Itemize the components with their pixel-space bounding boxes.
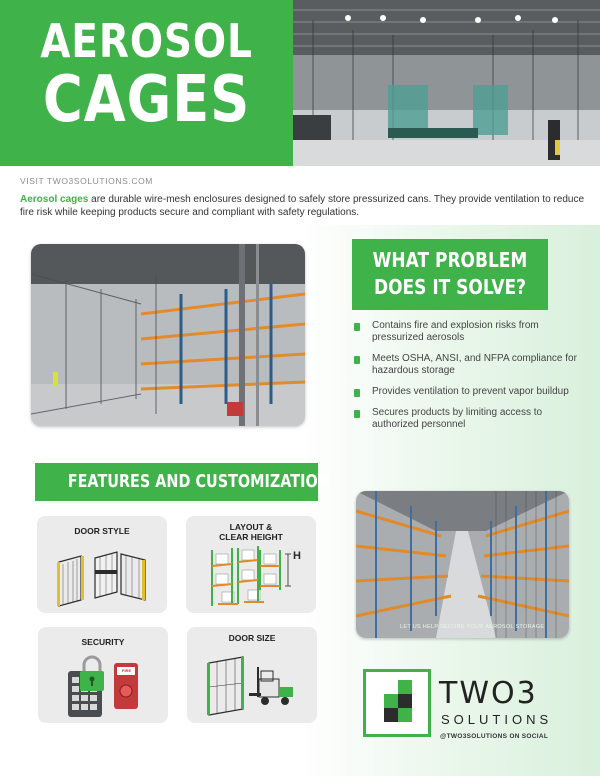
list-item [352, 407, 582, 431]
card-title [186, 522, 316, 542]
problem-list [352, 320, 582, 440]
intro-text: are durable wire-mesh enclosures designed to safely store pressurized cans. They provide ventilation to reduce fire risk while keeping products secure and compliant with safety regulations. [20, 194, 585, 218]
card-title: DOOR STYLE [74, 526, 130, 536]
bullet-icon [354, 356, 360, 364]
card-title-line-2: CLEAR HEIGHT [219, 532, 283, 542]
list-item [352, 320, 582, 344]
title-line-2: CAGES [42, 63, 251, 137]
card-security [38, 627, 168, 723]
features-heading [35, 463, 330, 501]
card-title: SECURITY [81, 637, 125, 647]
list-item-text: Meets OSHA, ANSI, and NFPA compliance for hazardous storage [372, 353, 577, 376]
website-link[interactable]: VISIT TWO3SOLUTIONS.COM [20, 176, 153, 186]
warehouse-hero-photo [293, 0, 600, 166]
intro-paragraph [20, 193, 586, 219]
height-mark: H [293, 550, 301, 562]
list-item [352, 386, 582, 398]
lock-keypad-icon [64, 655, 146, 719]
title-line-1: AEROSOL [40, 14, 253, 68]
card-door-size [187, 627, 317, 723]
list-item-text: Provides ventilation to prevent vapor buildup [372, 386, 569, 397]
intro-highlight: Aerosol cages [20, 194, 89, 205]
card-title: DOOR SIZE [228, 633, 276, 643]
forklift-door-icon [205, 653, 301, 717]
logo-mark [363, 669, 431, 737]
list-item-text: Contains fire and explosion risks from pressurized aerosols [372, 320, 539, 343]
bullet-icon [354, 323, 360, 331]
sliding-door-icon [55, 544, 151, 608]
problem-heading-line-1: WHAT PROBLEM [372, 248, 528, 272]
cage-interior-photo [31, 244, 305, 426]
rack-layout-icon [208, 546, 298, 608]
card-layout-height [186, 516, 316, 613]
page-title [0, 14, 293, 137]
bullet-icon [354, 410, 360, 418]
logo-blocks-icon [366, 672, 428, 734]
card-title-line-1: LAYOUT & [229, 522, 273, 532]
hero-banner [0, 0, 293, 166]
brand-sub: SOLUTIONS [441, 712, 553, 727]
problem-heading-line-2: DOES IT SOLVE? [373, 275, 526, 299]
list-item-text: Secures products by limiting access to authorized personnel [372, 407, 543, 430]
bullet-icon [354, 389, 360, 397]
problem-heading [352, 239, 548, 310]
social-handle[interactable]: @TWO3SOLUTIONS ON SOCIAL [440, 733, 549, 740]
features-heading-text: FEATURES AND CUSTOMIZATION [67, 471, 330, 492]
brand-name: TWO3 [439, 676, 538, 711]
card-door-style [37, 516, 167, 613]
aisle-caption: LET US HELP SECURE YOUR AEROSOL STORAGE [400, 624, 545, 630]
fire-alarm-label: FIRE [122, 668, 132, 673]
aisle-photo [356, 491, 569, 638]
list-item [352, 353, 582, 377]
